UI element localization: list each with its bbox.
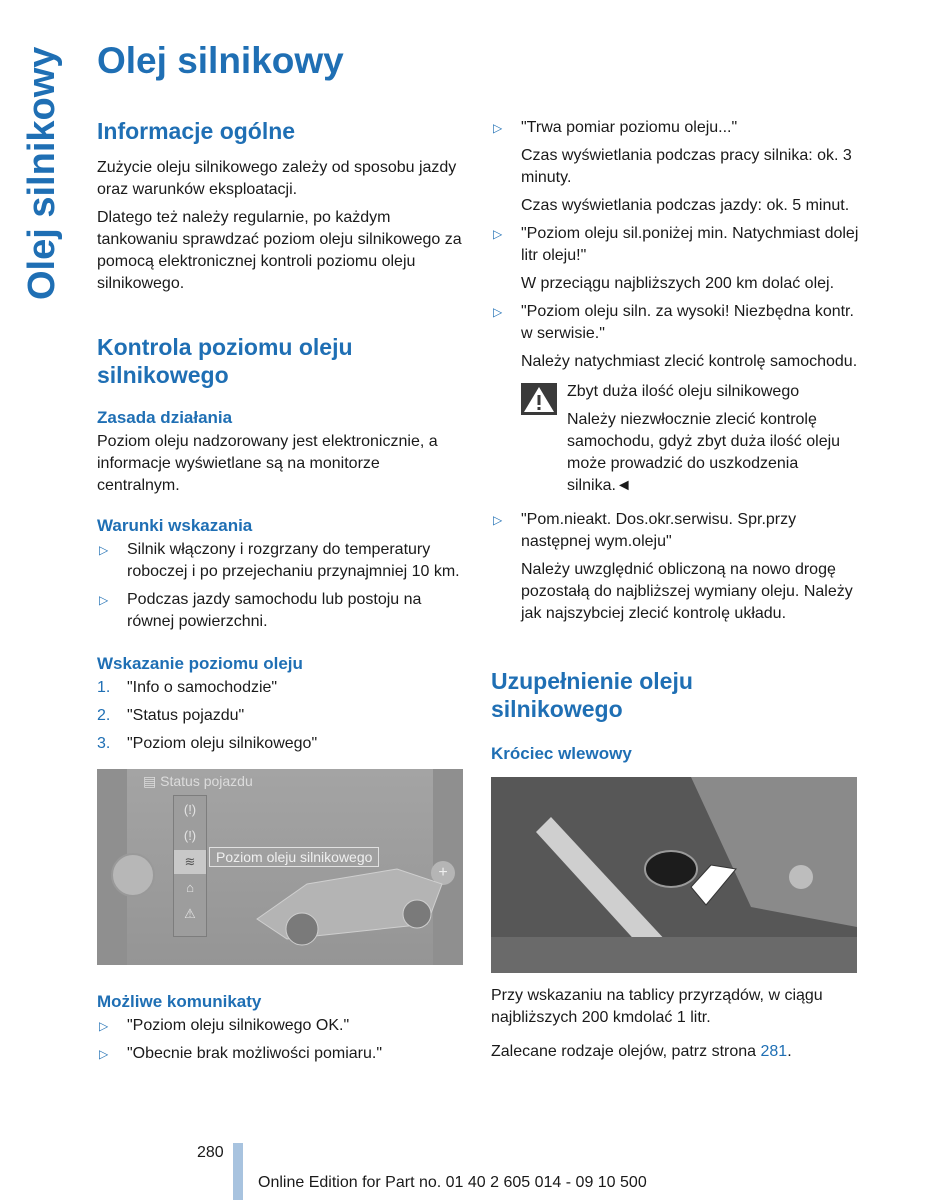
screen-icon-column xyxy=(173,795,207,937)
triangle-right-icon: ▷ xyxy=(493,513,503,527)
plus-icon: + xyxy=(431,861,455,885)
tire-reset-icon: (!) xyxy=(183,828,197,843)
list-item xyxy=(97,589,465,633)
idrive-screen-image xyxy=(97,769,463,965)
list-item xyxy=(97,1043,465,1065)
engine-bay-photo xyxy=(491,777,857,973)
page-link[interactable]: 281 xyxy=(760,1043,788,1060)
message-note: Należy natychmiast zlecić kontrolę samochodu. xyxy=(521,353,858,370)
heading-line: Kontrola poziomu oleju xyxy=(97,334,353,360)
heading-line: Uzupełnienie oleju xyxy=(491,668,693,694)
page-number: 280 xyxy=(197,1144,224,1161)
controller-knob-icon xyxy=(111,853,155,897)
list-item-text: "Obecnie brak możliwości pomiaru." xyxy=(127,1045,383,1062)
subheading-possible-messages: Możliwe komunikaty xyxy=(97,992,262,1011)
messages-list-continued xyxy=(491,223,861,267)
messages-list-continued xyxy=(491,117,861,139)
warning-title: Zbyt duża ilość oleju silnikowego xyxy=(567,383,800,400)
side-title: Olej silnikowy xyxy=(21,46,63,300)
triangle-right-icon: ▷ xyxy=(493,305,503,319)
warning-icon: ⚠ xyxy=(184,906,196,921)
subheading-filler-neck: Króciec wlewowy xyxy=(491,744,632,763)
footer-bar xyxy=(233,1143,243,1200)
step-item xyxy=(97,705,465,727)
triangle-right-icon: ▷ xyxy=(493,121,503,135)
conditions-list xyxy=(97,539,465,633)
step-item xyxy=(97,733,465,755)
step-number: 3. xyxy=(97,735,111,752)
right-column xyxy=(491,117,861,1063)
triangle-right-icon: ▷ xyxy=(493,227,503,241)
list-item-text: "Poziom oleju silnikowego OK." xyxy=(127,1017,350,1034)
list-item-text: Podczas jazdy samochodu lub postoju na równej powierzchni. xyxy=(127,591,422,630)
subheading-principle: Zasada działania xyxy=(97,408,233,427)
footer-edition: Online Edition for Part no. 01 40 2 605 014 - 09 10 500 xyxy=(258,1174,647,1191)
screen-header: ▤ Status pojazdu xyxy=(143,773,253,789)
message-title: "Trwa pomiar poziomu oleju..." xyxy=(521,119,738,136)
triangle-right-icon: ▷ xyxy=(99,593,109,607)
list-item xyxy=(97,1015,465,1037)
message-title: "Pom.nieakt. Dos.okr.serwisu. Spr.przy następnej wym.oleju" xyxy=(521,511,797,550)
subheading-conditions: Warunki wskazania xyxy=(97,516,253,535)
message-note: Czas wyświetlania podczas pracy silnika: ok. 3 minuty. xyxy=(521,147,852,186)
refill-text: Zalecane rodzaje olejów, patrz strona xyxy=(491,1043,761,1060)
list-item xyxy=(491,509,861,553)
step-item xyxy=(97,677,465,699)
list-item xyxy=(97,539,465,583)
screen-header-text: Status pojazdu xyxy=(160,773,253,789)
message-note: Należy uwzględnić obliczoną na nowo drogę pozostałą do najbliższej wymiany oleju. Należy jak najszybciej zlecić kontrolę układu. xyxy=(521,561,853,622)
section-heading-oil-level xyxy=(97,333,465,389)
display-steps xyxy=(97,677,465,755)
refill-paragraph-2 xyxy=(491,1041,861,1063)
messages-list-continued xyxy=(491,301,861,345)
general-paragraph-2: Dlatego też należy regularnie, po każdym tankowaniu sprawdzać poziom oleju silnikowego za pomocą elektronicznej kontroli poziomu oleju silnikowego. xyxy=(97,209,462,292)
list-item xyxy=(491,223,861,267)
page-title: Olej silnikowy xyxy=(97,40,344,81)
message-title: "Poziom oleju siln. za wysoki! Niezbędna kontr. w serwisie." xyxy=(521,303,854,342)
message-note: Czas wyświetlania podczas jazdy: ok. 5 minut. xyxy=(521,197,850,214)
warning-triangle-icon xyxy=(521,383,557,415)
triangle-right-icon: ▷ xyxy=(99,1019,109,1033)
car-icon: ⌂ xyxy=(186,880,194,895)
engine-bay-illustration xyxy=(491,777,857,973)
oil-level-icon: ≋ xyxy=(174,850,206,874)
warning-text: Należy niezwłocznie zlecić kontrolę samochodu, gdyż zbyt duża ilość oleju może prowadzić do uszkodzenia silnika.◄ xyxy=(567,411,841,494)
car-chassis-illustration xyxy=(247,829,447,949)
step-number: 2. xyxy=(97,707,111,724)
heading-line: silnikowego xyxy=(491,696,623,722)
refill-paragraph-1: Przy wskazaniu na tablicy przyrządów, w ciągu najbliższych 200 kmdolać 1 litr. xyxy=(491,987,823,1026)
step-text: "Poziom oleju silnikowego" xyxy=(127,735,318,752)
list-item xyxy=(491,117,861,139)
messages-list-continued xyxy=(491,509,861,553)
step-text: "Info o samochodzie" xyxy=(127,679,278,696)
principle-text: Poziom oleju nadzorowany jest elektronicznie, a informacje wyświetlane są na monitorze centralnym. xyxy=(97,433,438,494)
step-text: "Status pojazdu" xyxy=(127,707,245,724)
message-title: "Poziom oleju sil.poniżej min. Natychmiast dolej litr oleju!" xyxy=(521,225,859,264)
warning-box xyxy=(491,381,861,497)
subheading-oil-display: Wskazanie poziomu oleju xyxy=(97,654,303,673)
screen-tooltip: Poziom oleju silnikowego xyxy=(209,847,379,867)
refill-text-end: . xyxy=(787,1043,792,1060)
tire-pressure-icon: (!) xyxy=(183,802,197,817)
section-heading-oil-refill xyxy=(491,667,861,723)
triangle-right-icon: ▷ xyxy=(99,1047,109,1061)
messages-list xyxy=(97,1015,465,1065)
section-heading-general: Informacje ogólne xyxy=(97,118,296,144)
triangle-right-icon: ▷ xyxy=(99,543,109,557)
list-item-text: Silnik włączony i rozgrzany do temperatury roboczej i po przejechaniu przynajmniej 10 km. xyxy=(127,541,460,580)
heading-line: silnikowego xyxy=(97,362,229,388)
general-paragraph-1: Zużycie oleju silnikowego zależy od sposobu jazdy oraz warunków eksploatacji. xyxy=(97,159,457,198)
list-item xyxy=(491,301,861,345)
left-column xyxy=(97,117,465,1065)
step-number: 1. xyxy=(97,679,111,696)
message-note: W przeciągu najbliższych 200 km dolać olej. xyxy=(521,275,835,292)
